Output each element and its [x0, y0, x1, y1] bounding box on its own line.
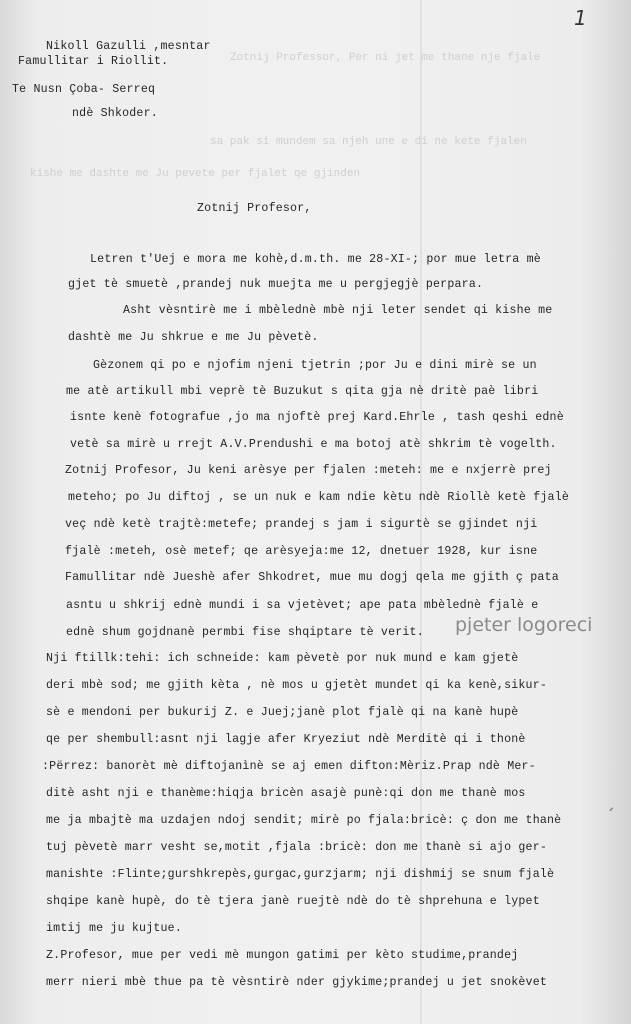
body-line: Zotnij Profesor, Ju keni arèsye per fjalen :meteh: me e nxjerrè prej: [65, 464, 552, 477]
sender-name: Nikoll Gazulli ,mesntar: [46, 40, 211, 53]
body-line: Asht vèsntirè me i mbèlednè mbè nji leter sendet qi kishe me: [123, 304, 553, 317]
body-line: Famullitar ndè Jueshè afer Shkodret, mue mu dogj qela me gjith ç pata: [65, 571, 559, 584]
body-line: me ja mbajtè ma uzdajen ndoj sendit; mirè po fjala:bricè: ç don me thanè: [46, 814, 562, 827]
edge-mark: ´: [606, 806, 615, 827]
bleed-through-text: Zotnij Professor, Per ni jet me thane nje fjale: [230, 52, 541, 64]
body-line: meteho; po Ju diftoj , se un nuk e kam ndie kètu ndè Riollè ketè fjalè: [68, 491, 570, 504]
body-line: vetè sa mirè u rrejt A.V.Prendushi e ma botoj atè shkrim tè vogelth.: [70, 438, 557, 451]
body-line: imtij me ju kujtue.: [46, 922, 182, 935]
body-line: deri mbè sod; me gjith kèta , nè mos u gjetèt mundet qi ka kenè,sikur-: [46, 679, 548, 692]
body-line: :Përrez: banorèt mè diftojanìnè se aj emen difton:Mèriz.Prap ndè Mer-: [42, 760, 536, 773]
body-line: ednè shum gojdnanè permbi fise shqiptare tè verit.: [66, 626, 424, 639]
body-line: veç ndè ketè trajtè:metefe; prandej s jam i sigurtè se gjindet nji: [65, 518, 538, 531]
body-line: merr nieri mbè thue pa tè vèsntirè nder gjykime;prandej u jet snokèvet: [46, 976, 548, 989]
body-line: fjalè :meteh, osè metef; qe arèsyeja:me 12, dnetuer 1928, kur isne: [65, 545, 538, 558]
salutation: Zotnij Profesor,: [197, 202, 312, 215]
recipient-city: ndè Shkoder.: [72, 107, 158, 120]
body-line: dashtè me Ju shkrue e me Ju pèvetè.: [68, 331, 319, 344]
body-line: ditè asht nji e thanème:hiqja bricèn asajè punè:qi don me thanè mos: [46, 787, 526, 800]
body-line: Gèzonem qi po e njofim njeni tjetrin ;por Ju e dini mirè se un: [93, 359, 537, 372]
body-line: Nji ftillk:tehi: ich schneide: kam pèvetè por nuk mund e kam gjetè: [46, 652, 519, 665]
body-line: Z.Profesor, mue per vedi mè mungon gatimi per kèto studime,prandej: [46, 949, 519, 962]
body-line: shqipe kanè hupè, do tè tjera janè ruejtè ndè do tè shprehuna e lypet: [46, 895, 540, 908]
body-line: tuj pèvetè marr vesht se,motit ,fjala :bricè: don me thanè si ajo ger-: [46, 841, 548, 854]
body-line: Letren t'Uej e mora me kohè,d.m.th. me 28-XI-; por mue letra mè: [90, 253, 541, 266]
page-number: 1: [574, 6, 587, 30]
bleed-through-text: sa pak si mundem sa njeh une e di ne kete fjalen: [210, 136, 527, 148]
body-line: sè e mendoni per bukurij Z. e Juej;janè plot fjalè qi na kanè hupè: [46, 706, 519, 719]
sender-title: Famullitar i Riollit.: [18, 55, 169, 68]
body-line: qe per shembull:asnt nji lagje afer Kryeziut ndè Merditè qi i thonè: [46, 733, 526, 746]
watermark: pjeter logoreci: [455, 614, 593, 636]
bleed-through-text: kishe me dashte me Ju pevete per fjalet qe gjinden: [30, 168, 361, 180]
body-line: me atè artikull mbi veprè tè Buzukut s qita gja nè dritè paè libri: [66, 385, 539, 398]
recipient-name: Te Nusn Çoba- Serreq: [12, 83, 156, 96]
body-line: manishte :Flinte;gurshkrepès,gurgac,gurzjarm; nji dishmij se snum fjalè: [46, 868, 555, 881]
body-line: isnte kenè fotografue ,jo ma njoftè prej Kard.Ehrle , tash qeshi ednè: [70, 411, 564, 424]
body-line: asntu u shkrij ednè mundi i sa vjetèvet; ape pata mbèlednè fjalè e: [66, 599, 539, 612]
body-line: gjet tè smuetè ,prandej nuk muejta me u pergjegjè perpara.: [68, 278, 484, 291]
